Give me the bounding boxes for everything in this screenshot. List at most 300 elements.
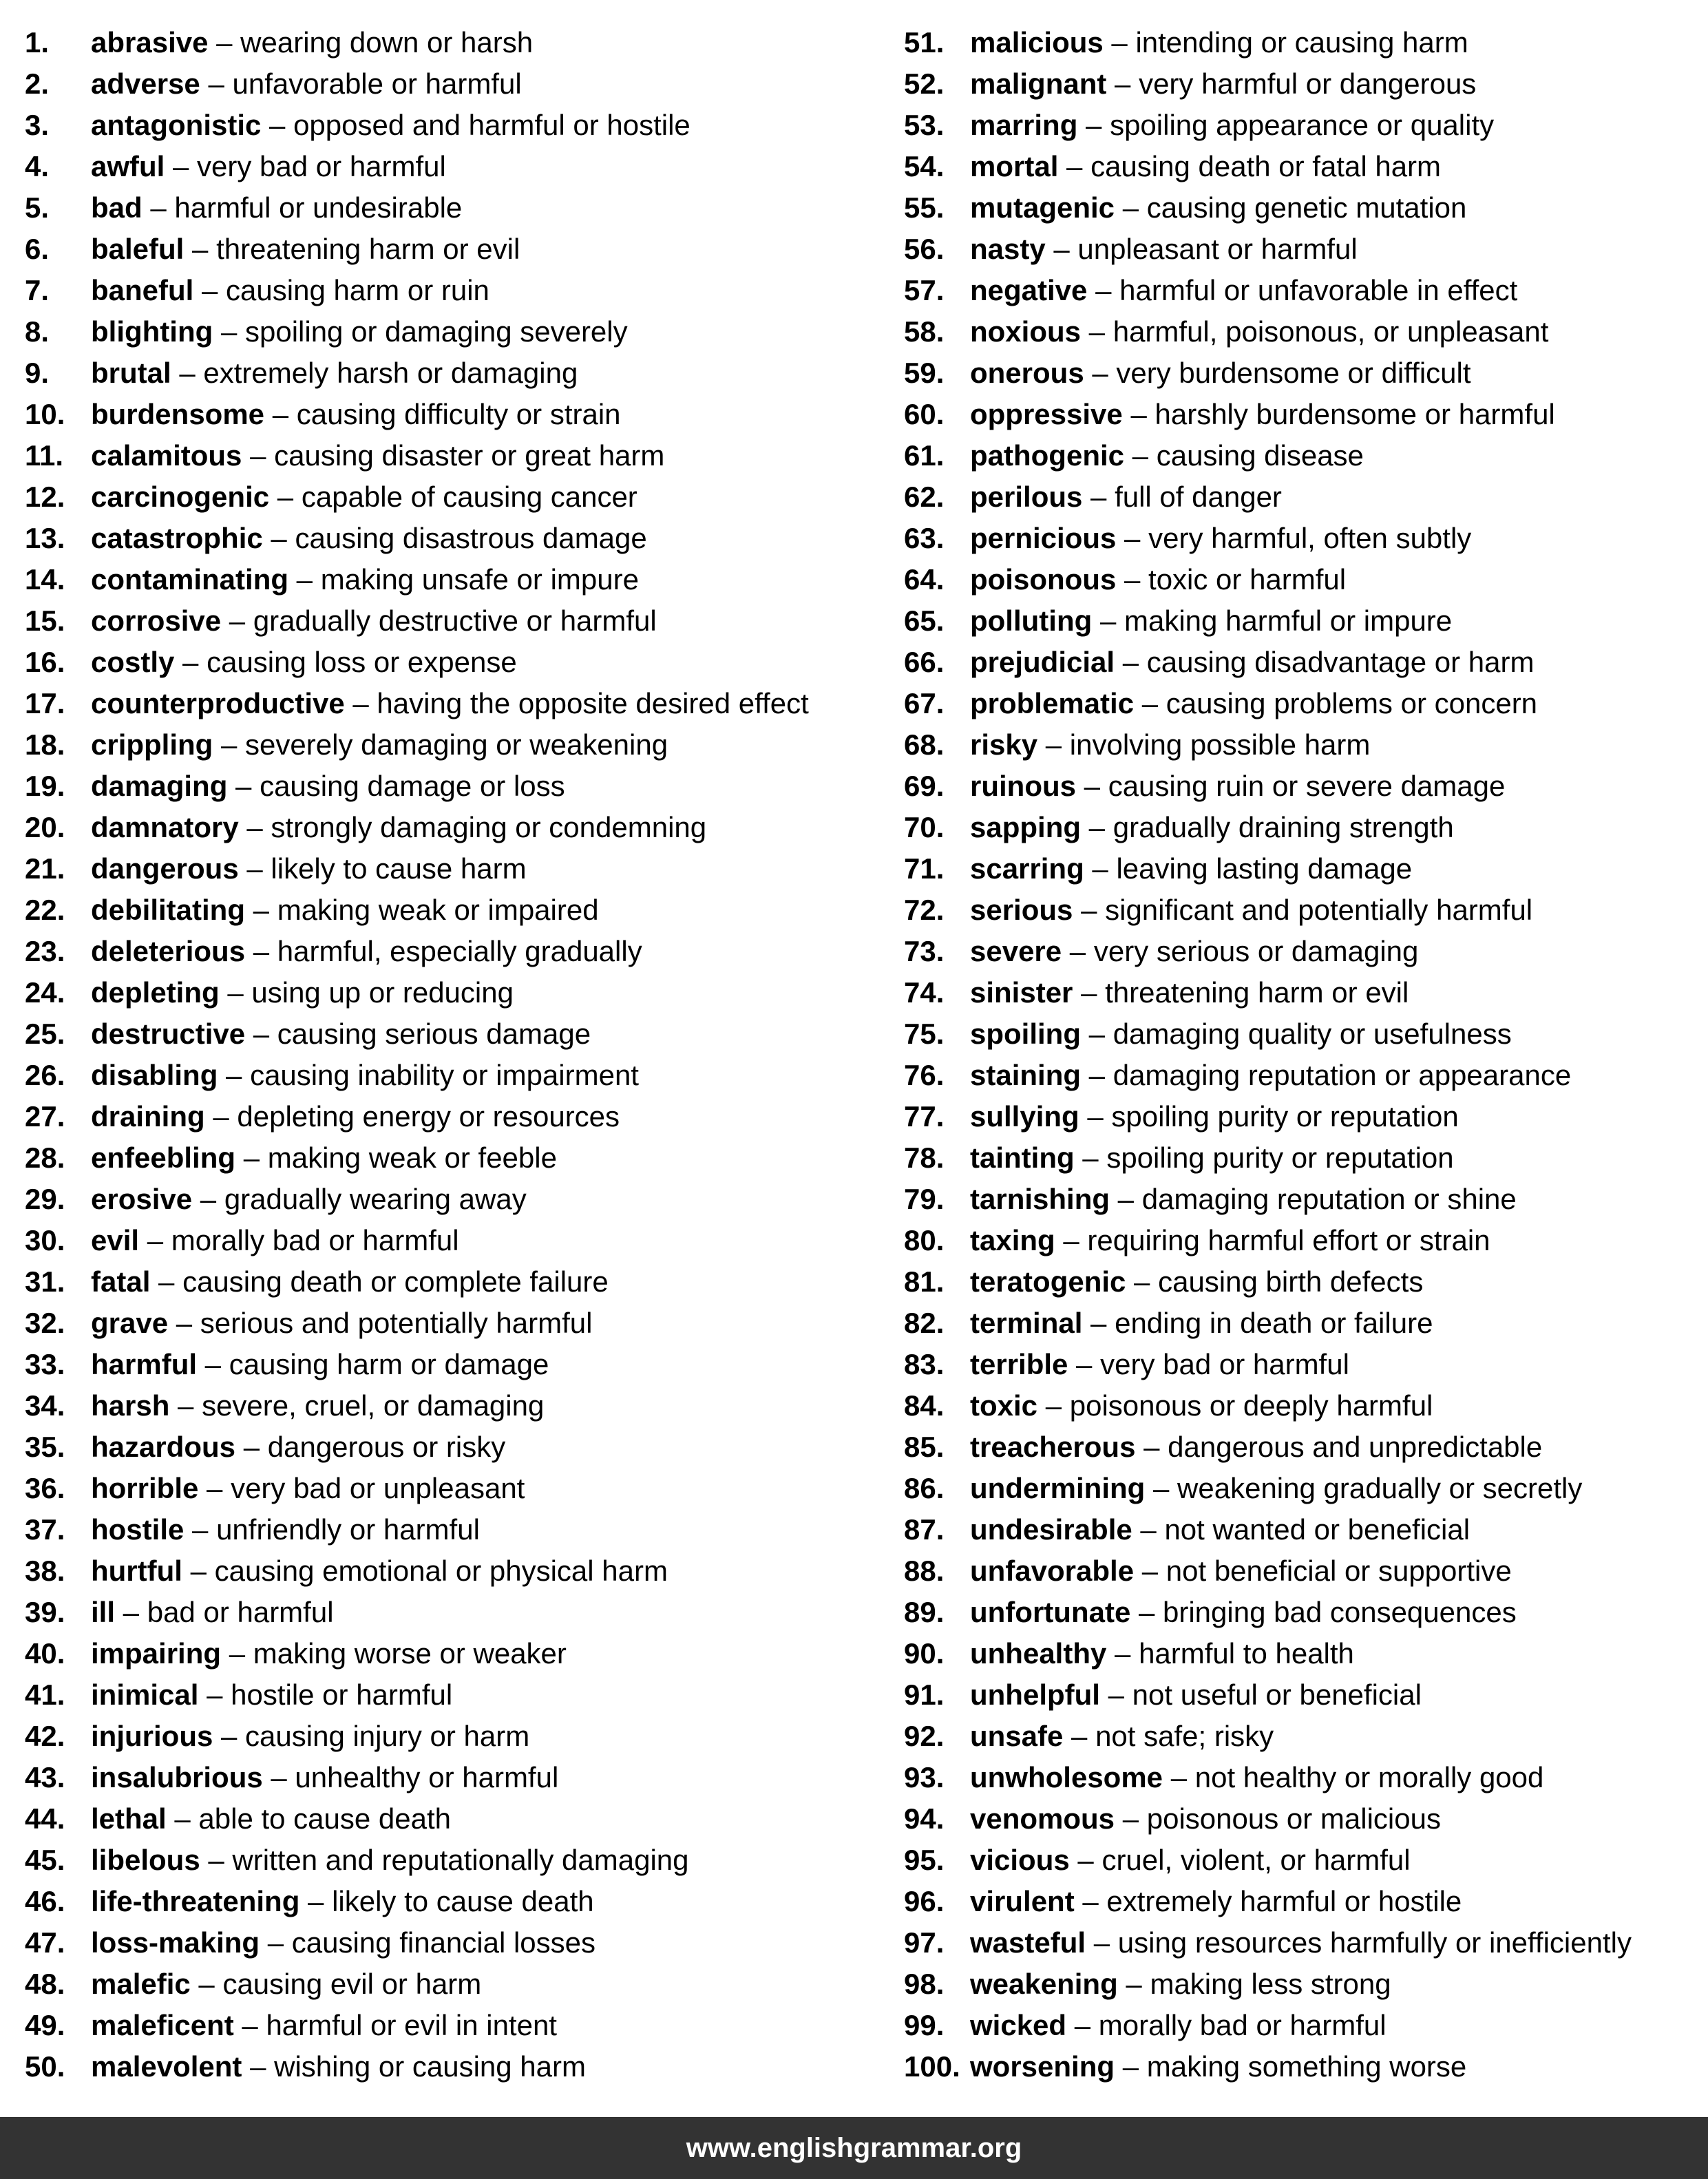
list-item [904,1922,1696,1964]
item-number: 82. [904,1307,945,1339]
list-item [25,2005,872,2046]
list-item [904,229,1696,270]
item-number: 15. [25,604,65,637]
item-definition: not healthy or morally good [1194,1761,1544,1793]
item-word: tarnishing [970,1183,1110,1215]
list-item [904,766,1696,807]
item-word: hostile [91,1513,184,1546]
item-word: erosive [91,1183,193,1215]
item-word: toxic [970,1389,1038,1422]
footer-url[interactable]: www.englishgrammar.org [686,2133,1022,2163]
item-number: 51. [904,26,945,59]
item-definition: able to cause death [198,1802,452,1835]
list-item [904,1427,1696,1468]
item-definition: making unsafe or impure [320,563,639,596]
item-text [91,1757,558,1798]
item-word: disabling [91,1059,218,1091]
item-number: 38. [25,1555,65,1587]
list-item [25,1922,872,1964]
item-word: injurious [91,1720,213,1752]
item-number: 99. [904,2009,945,2041]
item-word: unhelpful [970,1678,1100,1711]
item-text [970,1881,1462,1922]
item-definition: spoiling appearance or quality [1110,109,1495,141]
item-separator: – [1103,26,1136,59]
item-text [91,1592,334,1633]
item-separator: – [193,274,226,306]
item-definition: causing disastrous damage [295,522,647,554]
list-item [904,931,1696,972]
item-definition: gradually destructive or harmful [253,604,657,637]
item-word: vicious [970,1844,1070,1876]
list-item [904,22,1696,63]
item-text [91,1964,481,2005]
item-definition: not useful or beneficial [1132,1678,1422,1711]
item-separator: – [1074,1141,1107,1174]
item-number: 5. [25,191,50,224]
item-definition: damaging reputation or shine [1141,1183,1517,1215]
list-item [904,63,1696,105]
item-separator: – [192,1183,224,1215]
item-number: 44. [25,1802,65,1835]
item-number: 13. [25,522,65,554]
list-item [25,518,872,559]
list-item [25,1427,872,1468]
item-number: 35. [25,1431,65,1463]
item-separator: – [1081,1059,1113,1091]
item-number: 43. [25,1761,65,1793]
item-word: life-threatening [91,1885,300,1917]
item-definition: causing disadvantage or harm [1146,646,1535,678]
item-text [970,270,1517,311]
list-item [904,1344,1696,1385]
item-word: horrible [91,1472,199,1504]
item-word: fatal [91,1265,151,1298]
item-text [970,1922,1632,1964]
item-separator: – [1079,1100,1112,1133]
item-definition: very harmful or dangerous [1139,67,1477,100]
item-word: unfortunate [970,1596,1131,1628]
item-separator: – [213,1720,246,1752]
list-item [25,2046,872,2087]
item-separator: – [242,2050,275,2083]
item-word: awful [91,150,165,182]
item-separator: – [1084,852,1117,885]
item-word: crippling [91,728,213,761]
item-text [91,848,527,890]
item-number: 21. [25,852,65,885]
item-number: 31. [25,1265,65,1298]
list-item [25,848,872,890]
item-text [970,1468,1582,1509]
list-item [904,1220,1696,1261]
item-number: 34. [25,1389,65,1422]
item-definition: causing problems or concern [1166,687,1538,719]
list-item [904,848,1696,890]
item-separator: – [1099,1678,1132,1711]
item-number: 10. [25,398,65,430]
list-item [25,1137,872,1179]
item-text [970,1716,1274,1757]
item-text [91,642,517,683]
item-number: 25. [25,1018,65,1050]
list-item [25,1303,872,1344]
list-item [25,1385,872,1427]
item-definition: causing disease [1156,439,1364,472]
item-definition: poisonous or malicious [1146,1802,1441,1835]
item-text [970,1261,1423,1303]
item-word: teratogenic [970,1265,1126,1298]
item-number: 80. [904,1224,945,1256]
item-text [970,807,1454,848]
item-word: malefic [91,1968,191,2000]
item-number: 48. [25,1968,65,2000]
item-number: 77. [904,1100,945,1133]
item-text [91,146,446,187]
item-word: undermining [970,1472,1146,1504]
item-number: 36. [25,1472,65,1504]
item-definition: wishing or causing harm [274,2050,586,2083]
list-item [904,807,1696,848]
list-item [904,1468,1696,1509]
list-item [904,1964,1696,2005]
item-definition: causing injury or harm [245,1720,530,1752]
item-text [970,311,1548,352]
item-text [91,1096,620,1137]
item-word: ill [91,1596,116,1628]
item-definition: severe, cruel, or damaging [202,1389,545,1422]
item-separator: – [1106,1637,1139,1670]
item-text [91,1881,594,1922]
item-number: 81. [904,1265,945,1298]
item-text [970,229,1358,270]
list-item [904,890,1696,931]
list-item [904,1881,1696,1922]
item-definition: likely to cause death [332,1885,594,1917]
item-definition: full of danger [1115,481,1282,513]
item-separator: – [1073,976,1106,1009]
item-text [970,146,1441,187]
item-word: unwholesome [970,1761,1163,1793]
item-separator: – [115,1596,147,1628]
item-word: sapping [970,811,1082,843]
item-separator: – [1115,2050,1147,2083]
item-word: mortal [970,150,1059,182]
word-list-column-left [25,22,872,2087]
item-text [970,1757,1543,1798]
item-definition: making weak or feeble [267,1141,557,1174]
item-number: 47. [25,1926,65,1959]
item-definition: not beneficial or supportive [1166,1555,1512,1587]
item-number: 71. [904,852,945,885]
item-separator: – [165,150,198,182]
item-text [970,2046,1466,2087]
item-text [970,1674,1422,1716]
item-text [91,1385,544,1427]
item-separator: – [171,357,204,389]
item-separator: – [1130,1596,1163,1628]
item-text [91,972,514,1013]
list-item [25,1798,872,1840]
item-separator: – [299,1885,333,1917]
list-item [904,1137,1696,1179]
item-number: 56. [904,233,945,265]
item-definition: unfriendly or harmful [216,1513,480,1546]
item-text [970,1550,1512,1592]
item-number: 17. [25,687,65,719]
list-item [25,600,872,642]
item-definition: very serious or damaging [1093,935,1419,967]
item-text [970,2005,1387,2046]
item-text [91,187,462,229]
item-word: costly [91,646,175,678]
item-word: tainting [970,1141,1075,1174]
item-definition: threatening harm or evil [1105,976,1409,1009]
item-word: pernicious [970,522,1117,554]
item-definition: not safe; risky [1095,1720,1274,1752]
item-separator: – [1063,1720,1096,1752]
item-definition: spoiling purity or reputation [1111,1100,1459,1133]
list-item [25,1674,872,1716]
item-text [970,1137,1454,1179]
item-word: antagonistic [91,109,262,141]
item-word: abrasive [91,26,209,59]
list-item [904,311,1696,352]
item-number: 92. [904,1720,945,1752]
item-definition: very bad or harmful [1100,1348,1349,1380]
item-word: insalubrious [91,1761,263,1793]
item-word: loss-making [91,1926,260,1959]
item-definition: causing death or fatal harm [1090,150,1442,182]
item-definition: harmful, especially gradually [277,935,642,967]
item-text [91,931,642,972]
item-number: 72. [904,894,945,926]
item-definition: causing loss or expense [207,646,517,678]
item-definition: wearing down or harsh [240,26,534,59]
item-word: perilous [970,481,1083,513]
item-word: burdensome [91,398,265,430]
item-number: 22. [25,894,65,926]
item-number: 3. [25,109,50,141]
item-text [91,683,809,724]
item-separator: – [242,439,275,472]
item-definition: depleting energy or resources [237,1100,620,1133]
item-definition: spoiling purity or reputation [1106,1141,1454,1174]
list-item [904,1013,1696,1055]
item-text [91,1179,527,1220]
item-word: worsening [970,2050,1115,2083]
item-word: draining [91,1100,205,1133]
item-definition: gradually wearing away [224,1183,527,1215]
item-text [970,476,1282,518]
list-item [25,270,872,311]
item-definition: harmful, poisonous, or unpleasant [1113,315,1549,348]
list-item [25,724,872,766]
item-definition: dangerous or risky [267,1431,506,1463]
item-text [970,724,1370,766]
item-text [91,1633,567,1674]
item-definition: ending in death or failure [1115,1307,1433,1339]
word-list-column-right [904,22,1696,2087]
list-item [904,1261,1696,1303]
item-definition: causing birth defects [1158,1265,1424,1298]
list-item [25,187,872,229]
item-number: 8. [25,315,50,348]
item-word: hazardous [91,1431,236,1463]
item-separator: – [227,770,260,802]
item-separator: – [1115,1802,1147,1835]
item-separator: – [139,1224,171,1256]
item-separator: – [1116,563,1149,596]
item-word: impairing [91,1637,222,1670]
item-definition: requiring harmful effort or strain [1087,1224,1490,1256]
item-separator: – [198,1678,231,1711]
item-definition: bad or harmful [147,1596,334,1628]
list-item [904,1509,1696,1550]
list-item [25,1096,872,1137]
list-item [904,518,1696,559]
item-separator: – [166,1802,199,1835]
item-word: onerous [970,357,1084,389]
item-definition: causing damage or loss [260,770,565,802]
list-item [904,1840,1696,1881]
item-number: 93. [904,1761,945,1793]
item-word: oppressive [970,398,1123,430]
item-text [970,1964,1391,2005]
item-number: 67. [904,687,945,719]
item-text [970,766,1505,807]
item-text [91,229,520,270]
item-separator: – [262,1761,295,1793]
item-number: 89. [904,1596,945,1628]
item-word: serious [970,894,1073,926]
item-number: 96. [904,1885,945,1917]
item-separator: – [1077,109,1110,141]
item-number: 85. [904,1431,945,1463]
item-word: wicked [970,2009,1067,2041]
item-separator: – [344,687,377,719]
item-definition: unpleasant or harmful [1077,233,1358,265]
item-number: 83. [904,1348,945,1380]
item-definition: serious and potentially harmful [200,1307,593,1339]
item-text [91,518,647,559]
item-separator: – [1037,728,1070,761]
list-item [904,1550,1696,1592]
list-item [904,1674,1696,1716]
item-separator: – [1073,894,1106,926]
item-separator: – [213,315,245,348]
item-number: 14. [25,563,65,596]
item-word: damaging [91,770,228,802]
list-item [904,1055,1696,1096]
item-text [91,1344,549,1385]
list-item [25,1592,872,1633]
item-definition: morally bad or harmful [171,1224,459,1256]
item-definition: making less strong [1150,1968,1391,2000]
item-text [970,1055,1571,1096]
item-text [91,2046,586,2087]
item-word: calamitous [91,439,242,472]
list-item [904,600,1696,642]
item-number: 66. [904,646,945,678]
item-separator: – [245,894,277,926]
item-number: 78. [904,1141,945,1174]
item-number: 65. [904,604,945,637]
item-separator: – [1110,1183,1142,1215]
item-definition: causing genetic mutation [1146,191,1467,224]
item-text [970,1798,1441,1840]
item-number: 28. [25,1141,65,1174]
item-number: 54. [904,150,945,182]
list-item [904,476,1696,518]
item-text [970,1509,1470,1550]
item-separator: – [1045,233,1078,265]
list-item [25,394,872,435]
item-text [970,105,1494,146]
item-number: 60. [904,398,945,430]
item-definition: very harmful, often subtly [1148,522,1472,554]
item-separator: – [198,1472,231,1504]
list-item [904,683,1696,724]
list-item [904,559,1696,600]
item-number: 94. [904,1802,945,1835]
item-number: 57. [904,274,945,306]
item-number: 79. [904,1183,945,1215]
item-separator: – [1082,481,1115,513]
item-text [970,1840,1411,1881]
item-word: grave [91,1307,169,1339]
item-word: scarring [970,852,1084,885]
list-item [25,1055,872,1096]
item-definition: involving possible harm [1069,728,1371,761]
item-word: noxious [970,315,1082,348]
item-definition: causing harm or damage [229,1348,549,1380]
list-item [25,1881,872,1922]
item-text [91,105,690,146]
item-separator: – [1055,1224,1088,1256]
item-definition: harmful or undesirable [174,191,463,224]
list-item [25,683,872,724]
item-separator: – [1115,646,1147,678]
item-number: 30. [25,1224,65,1256]
item-word: lethal [91,1802,167,1835]
item-word: terrible [970,1348,1068,1380]
item-text [91,890,599,931]
item-text [970,1096,1459,1137]
item-text [970,1179,1517,1220]
item-number: 95. [904,1844,945,1876]
item-text [91,1840,689,1881]
list-item [25,146,872,187]
item-definition: gradually draining strength [1113,811,1454,843]
item-word: libelous [91,1844,200,1876]
item-word: depleting [91,976,220,1009]
item-word: corrosive [91,604,222,637]
item-text [91,1427,505,1468]
item-definition: capable of causing cancer [301,481,637,513]
item-word: hurtful [91,1555,182,1587]
item-text [970,63,1476,105]
item-number: 23. [25,935,65,967]
item-number: 75. [904,1018,945,1050]
list-item [25,1633,872,1674]
item-word: undesirable [970,1513,1132,1546]
item-text [91,1303,592,1344]
item-number: 50. [25,2050,65,2083]
item-word: severe [970,935,1062,967]
list-item [904,1633,1696,1674]
list-item [904,1303,1696,1344]
